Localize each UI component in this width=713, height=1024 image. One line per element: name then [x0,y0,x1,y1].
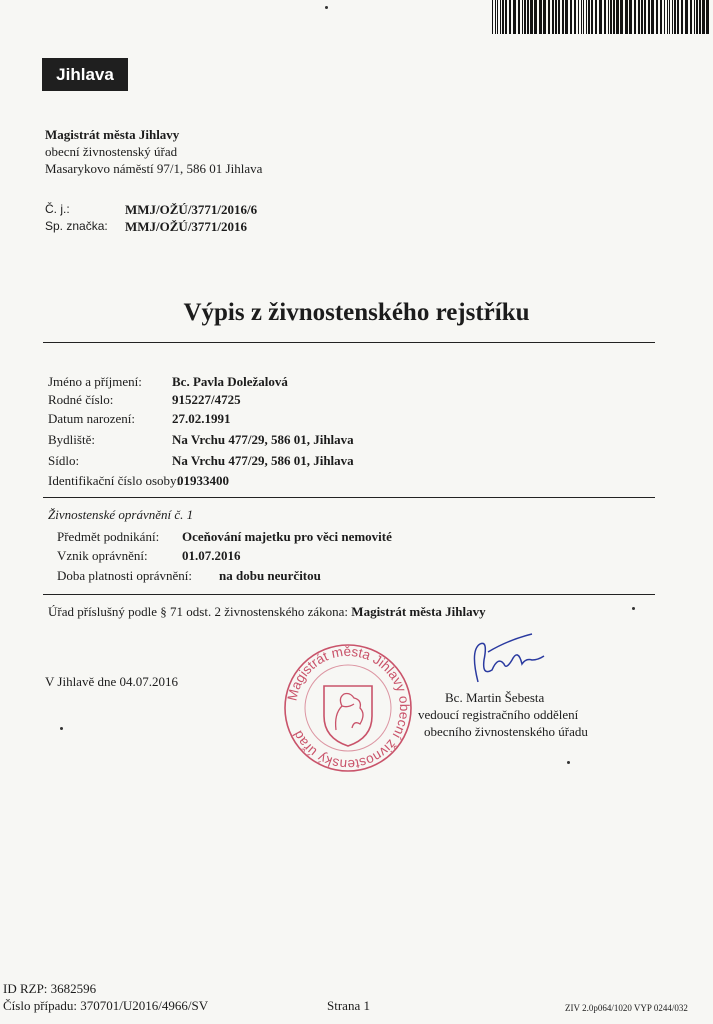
competent-office-text: Úřad příslušný podle § 71 odst. 2 živnostenského zákona: [48,604,349,619]
barcode-bar [696,0,698,34]
barcode-bar [530,0,533,34]
barcode-bar [616,0,619,34]
barcode-bar [534,0,537,34]
barcode-bar [656,0,658,34]
place-date: V Jihlavě dne 04.07.2016 [45,674,178,689]
barcode-bar [562,0,564,34]
subject-label: Předmět podnikání: [57,529,160,544]
barcode-bar [548,0,550,34]
barcode-bar [588,0,590,34]
barcode-bar [702,0,705,34]
barcode-bar [644,0,646,34]
scan-speck [567,761,570,764]
barcode-bar [492,0,493,34]
barcode-bar [524,0,526,34]
handwritten-signature [448,630,558,690]
permit-heading: Živnostenské oprávnění č. 1 [48,507,194,522]
barcode-bar [502,0,504,34]
scan-speck [325,6,328,9]
barcode-bar [505,0,507,34]
barcode-bar [681,0,683,34]
barcode-bar [629,0,632,34]
barcode-bar [595,0,597,34]
barcode-bar [610,0,612,34]
rc-value: 915227/4725 [172,392,241,407]
office-name: obecní živnostenský úřad [45,144,178,159]
barcode-bar [620,0,623,34]
origin-label: Vznik oprávnění: [57,548,148,563]
signer-role-line-2: obecního živnostenského úřadu [424,724,588,739]
city-logo: Jihlava [42,58,128,91]
barcode-bar [638,0,640,34]
barcode-bar [558,0,560,34]
barcode [490,0,712,34]
barcode-bar [552,0,554,34]
footer-code: ZIV 2.0p064/1020 VYP 0244/032 [565,1003,688,1013]
barcode-bar [555,0,557,34]
footer-case-number: Číslo případu: 370701/U2016/4966/SV [3,998,209,1013]
barcode-bar [591,0,593,34]
barcode-bar [634,0,636,34]
barcode-bar [518,0,520,34]
barcode-bar [581,0,582,34]
barcode-bar [674,0,676,34]
signer-name: Bc. Martin Šebesta [445,690,545,705]
dob-value: 27.02.1991 [172,411,231,426]
divider [43,497,655,498]
competent-office [48,603,486,620]
barcode-bar [699,0,701,34]
page-title: Výpis z živnostenského rejstříku [183,299,530,326]
barcode-bar [608,0,609,34]
barcode-bar [497,0,498,34]
barcode-bar [685,0,688,34]
barcode-bar [613,0,615,34]
stamp-text: Magistrát města Jihlavy obecní živnostenský úřad [284,643,413,773]
barcode-bar [672,0,673,34]
barcode-bar [565,0,568,34]
lion-icon [336,694,363,731]
name-value: Bc. Pavla Doležalová [172,374,288,389]
authority-address: Masarykovo náměstí 97/1, 586 01 Jihlava [45,161,263,176]
barcode-bar [667,0,668,34]
divider [43,594,655,595]
barcode-bar [599,0,602,34]
barcode-bar [706,0,709,34]
official-stamp [282,642,414,774]
seat-value: Na Vrchu 477/29, 586 01, Jihlava [172,453,354,468]
barcode-bar [509,0,511,34]
coat-of-arms-icon [324,686,372,746]
rc-label: Rodné číslo: [48,392,114,407]
barcode-bar [604,0,606,34]
barcode-bar [625,0,628,34]
dob-label: Datum narození: [48,411,135,426]
seat-label: Sídlo: [48,453,80,468]
barcode-bar [641,0,643,34]
validity-label: Doba platnosti oprávnění: [57,568,193,583]
signer-role-line-1: vedoucí registračního oddělení [418,707,579,722]
barcode-bar [690,0,692,34]
authority-name: Magistrát města Jihlavy [45,127,180,142]
residence-label: Bydliště: [48,432,95,447]
barcode-bar [527,0,529,34]
origin-value: 01.07.2016 [182,548,241,563]
cj-value: MMJ/OŽÚ/3771/2016/6 [125,202,258,217]
barcode-bar [522,0,523,34]
barcode-bar [574,0,576,34]
barcode-bar [648,0,650,34]
footer-page-number: Strana 1 [327,998,370,1013]
id-value: 01933400 [177,473,229,488]
spz-label: Sp. značka: [45,219,108,233]
residence-value: Na Vrchu 477/29, 586 01, Jihlava [172,432,354,447]
barcode-bar [513,0,516,34]
barcode-bar [694,0,695,34]
scan-speck [60,727,63,730]
stamp-inner-ring [305,665,391,751]
scan-speck [632,607,635,610]
barcode-bar [669,0,670,34]
barcode-bar [543,0,546,34]
barcode-bar [500,0,501,34]
validity-value: na dobu neurčitou [219,568,321,583]
barcode-bar [578,0,579,34]
barcode-bar [495,0,496,34]
cj-label: Č. j.: [45,202,70,216]
barcode-bar [570,0,572,34]
barcode-bar [583,0,584,34]
competent-office-value: Magistrát města Jihlavy [351,604,486,619]
barcode-bar [586,0,587,34]
divider [43,342,655,343]
subject-value: Oceňování majetku pro věci nemovité [182,529,392,544]
barcode-bar [677,0,679,34]
spz-value: MMJ/OŽÚ/3771/2016 [125,219,248,234]
footer-id-rzp: ID RZP: 3682596 [3,981,97,996]
barcode-bar [664,0,665,34]
id-label: Identifikační číslo osoby: [48,473,181,488]
barcode-bar [539,0,542,34]
barcode-bar [660,0,662,34]
name-label: Jméno a příjmení: [48,374,142,389]
barcode-bar [651,0,654,34]
